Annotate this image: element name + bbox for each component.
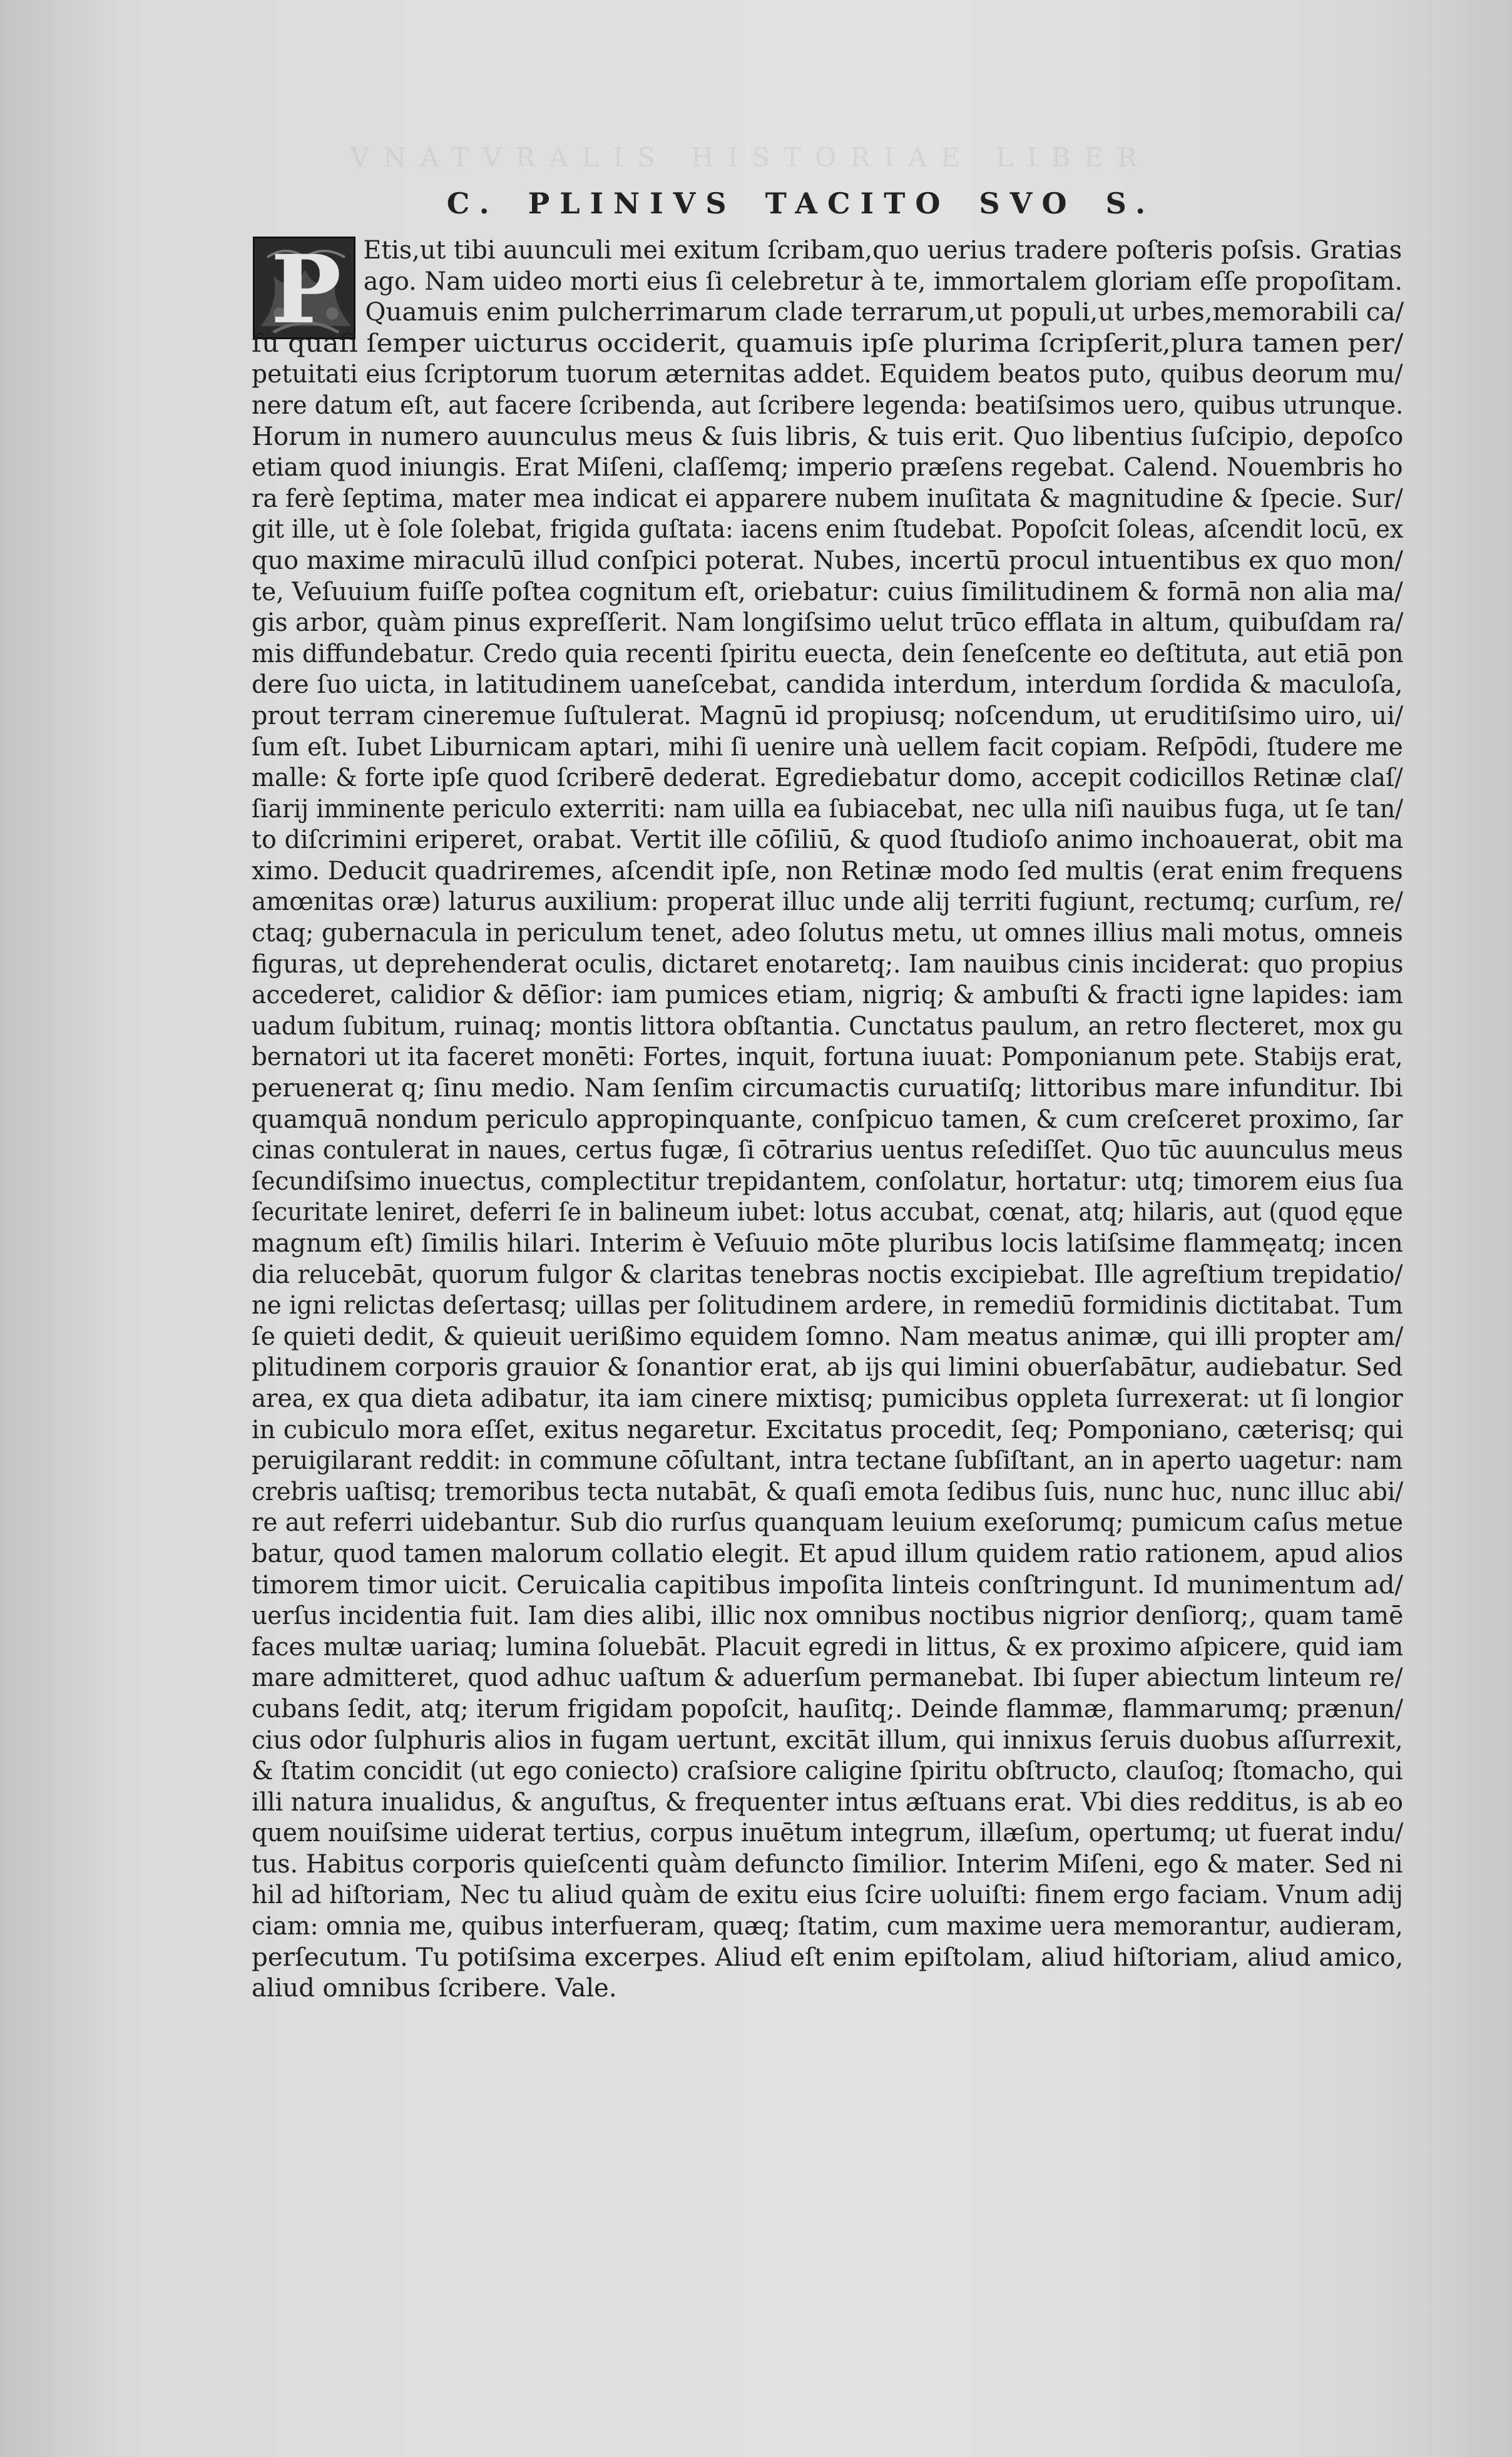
text-line: ne igni relictas deſertasq; uillas per ſolitudinem ardere, in remediū formidinis dictitabat. Tum — [252, 1291, 1403, 1320]
bleed-through-text: VNATVRALIS HISTORIAE LIBER — [350, 142, 1151, 173]
text-line: timorem timor uicit. Ceruicalia capitibus impoſita linteis conſtringunt. Id munimentum ad/ — [252, 1570, 1404, 1600]
text-line: etiam quod iniungis. Erat Miſeni, claſſemq; imperio præſens regebat. Calend. Nouembris ho — [252, 453, 1403, 483]
text-line: ciam: omnia me, quibus interfueram, quæq; ſtatim, cum maxime uera memorantur, audieram, — [252, 1912, 1403, 1941]
text-line: in cubiculo mora eſſet, exitus negaretur. Excitatus procedit, ſeq; Pomponiano, cæterisq; qui — [252, 1415, 1404, 1444]
text-line: amœnitas oræ) laturus auxilium: properat illuc unde alij territi fugiunt, rectumq; curſum, re/ — [252, 887, 1403, 917]
text-line: ſiarij imminente periculo exterriti: nam uilla ea ſubiacebat, nec ulla niſi nauibus fuga, ut ſe tan/ — [252, 794, 1404, 824]
text-line: peruenerat q; ſinu medio. Nam ſenſim circumactis curuatiſq; littoribus mare infunditur. Ibi — [252, 1074, 1403, 1103]
text-line: Etis,ut tibi auunculi mei exitum ſcribam,quo uerius tradere poſteris poſsis. Gratias — [363, 236, 1402, 265]
text-line: perſecutum. Tu potiſsima excerpes. Aliud eſt enim epiſtolam, aliud hiſtoriam, aliud amico, — [252, 1943, 1404, 1972]
text-line: ximo. Deducit quadriremes, aſcendit ipſe, non Retinæ modo ſed multis (erat enim frequens — [252, 856, 1403, 886]
text-line: & ſtatim concidit (ut ego coniecto) craſsiore caligine ſpiritu obſtructo, clauſoq; ſtomacho, qui — [252, 1757, 1403, 1786]
text-line: ago. Nam uideo morti eius ſi celebretur à te, immortalem gloriam eſſe propoſitam. — [363, 267, 1403, 296]
text-line: quamquā nondum periculo appropinquante, conſpicuo tamen, & cum creſceret proximo, ſar — [252, 1105, 1403, 1134]
text-line: petuitati eius ſcriptorum tuorum æternitas addet. Equidem beatos puto, quibus deorum mu/ — [252, 360, 1403, 389]
text-line: cius odor ſulphuris alios in fugam uertunt, excitāt illum, qui innixus ſeruis duobus aſſurrexit, — [252, 1725, 1403, 1755]
text-line: malle: & forte ipſe quod ſcriberē dederat. Egrediebatur domo, accepit codicillos Retinæ claſ/ — [252, 764, 1403, 793]
text-line: te, Veſuuium fuiſſe poſtea cognitum eſt, oriebatur: cuius ſimilitudinem & formā non alia ma/ — [252, 577, 1403, 606]
text-line: bernatori ut ita faceret monēti: Fortes, inquit, fortuna iuuat: Pomponianum pete. Stabijs erat, — [252, 1043, 1403, 1072]
text-line: ſecundiſsimo inuectus, complectitur trepidantem, conſolatur, hortatur: utq; timorem eius ſua — [252, 1167, 1404, 1196]
text-line: aliud omnibus ſcribere. Vale. — [252, 1974, 617, 2003]
text-line: Horum in numero auunculus meus & ſuis libris, & tuis erit. Quo libentius ſuſcipio, depoſco — [252, 422, 1404, 451]
text-line: dia relucebāt, quorum fulgor & claritas tenebras noctis excipiebat. Ille agreſtium trepidatio/ — [252, 1260, 1403, 1289]
text-line: prout terram cineremue ſuſtulerat. Magnū id propiusq; noſcendum, ut eruditiſsimo uiro, ui/ — [252, 701, 1404, 730]
text-line: ra ferè ſeptima, mater mea indicat ei apparere nubem inuſitata & magnitudine & ſpecie. Sur/ — [252, 484, 1403, 513]
text-line: magnum eſt) ſimilis hilari. Interim è Veſuuio mōte pluribus locis latiſsime flammęatq; incen — [252, 1229, 1403, 1258]
text-line: dere ſuo uicta, in latitudinem uaneſcebat, candida interdum, interdum ſordida & maculoſa, — [252, 670, 1403, 700]
text-line: plitudinem corporis grauior & ſonantior erat, ab ijs qui limini obuerſabātur, audiebatur. Sed — [252, 1353, 1403, 1382]
letter-body — [252, 235, 1403, 2005]
page-title: C. PLINIVS TACITO SVO S. — [446, 186, 1156, 220]
text-line: Quamuis enim pulcherrimarum clade terrarum,ut populi,ut urbes,memorabili ca/ — [365, 298, 1404, 327]
text-line: batur, quod tamen malorum collatio elegit. Et apud illum quidem ratio rationem, apud alios — [252, 1539, 1404, 1568]
text-line: uerſus incidentia fuit. Iam dies alibi, illic nox omnibus noctibus nigrior denſiorq;, quam tamē — [252, 1601, 1404, 1631]
initial-letter: P — [270, 237, 342, 339]
text-line: tus. Habitus corporis quieſcenti quàm defuncto ſimilior. Interim Miſeni, ego & mater. Sed ni — [252, 1849, 1403, 1879]
text-line: quo maxime miraculū illud conſpici poterat. Nubes, incertū procul intuentibus ex quo mon/ — [252, 546, 1403, 575]
text-line: cubans ſedit, atq; iterum frigidam popoſcit, hauſitq;. Deinde flammæ, flammarumq; prænun/ — [252, 1694, 1404, 1724]
text-line: peruigilarant reddit: in commune cōſultant, intra tectane ſubſiſtant, an in aperto uagetur: nam — [252, 1446, 1403, 1476]
text-line: ſecuritate leniret, deferri ſe in balineum iubet: lotus accubat, cœnat, atq; hilaris, aut (quod ęque — [252, 1198, 1403, 1227]
text-line: quem nouiſsime uiderat tertius, corpus inuētum integrum, illæſum, opertumq; ut fuerat indu/ — [252, 1819, 1404, 1848]
text-line: ſu quaſi ſemper uicturus occiderit, quamuis ipſe plurima ſcripſerit,plura tamen per/ — [252, 329, 1404, 358]
text-line: to diſcrimini eriperet, orabat. Vertit ille cōſiliū, & quod ſtudioſo animo inchoauerat, obit ma — [252, 825, 1404, 855]
text-line: faces multæ uariaq; lumina ſoluebāt. Placuit egredi in littus, & ex proximo aſpicere, quid iam — [252, 1632, 1404, 1662]
text-line: figuras, ut deprehenderat oculis, dictaret enotaretq;. Iam nauibus cinis inciderat: quo propius — [252, 949, 1404, 979]
text-line: ſum eſt. Iubet Liburnicam aptari, mihi ſi uenire unà uellem facit copiam. Reſpōdi, ſtudere me — [252, 732, 1403, 762]
text-line: mare admitteret, quod adhuc uaſtum & aduerſum permanebat. Ibi ſuper abiectum linteum re/ — [252, 1663, 1403, 1693]
text-line: ſe quieti dedit, & quieuit uerißimo equidem ſomno. Nam meatus animæ, qui illi propter am/ — [252, 1322, 1404, 1351]
text-line: accederet, calidior & dēſior: iam pumices etiam, nigriq; & ambuſti & fracti igne lapides: iam — [252, 981, 1404, 1010]
text-line: nere datum eſt, aut facere ſcribenda, aut ſcribere legenda: beatiſsimos uero, quibus utrunque. — [252, 391, 1404, 420]
text-line: mis diffundebatur. Credo quia recenti ſpiritu euecta, dein ſeneſcente eo deſtituta, aut etiā pon — [252, 639, 1404, 668]
text-line: git ille, ut è ſole ſolebat, frigida guſtata: iacens enim ſtudebat. Popoſcit ſoleas, aſcendit locū, ex — [252, 515, 1404, 544]
text-line: crebris uaſtisq; tremoribus tecta nutabāt, & quaſi emota ſedibus ſuis, nunc huc, nunc illuc abi/ — [252, 1477, 1404, 1506]
text-line: cinas contulerat in naues, certus fugæ, ſi cōtrarius uentus reſediſſet. Quo tūc auunculus meus — [252, 1136, 1403, 1165]
text-line: re aut referri uidebantur. Sub dio rurſus quanquam leuium exeſorumq; pumicum caſus metue — [252, 1508, 1404, 1538]
text-line: hil ad hiſtoriam, Nec tu aliud quàm de exitu eius ſcire uoluiſti: finem ergo faciam. Vnum adij — [252, 1881, 1403, 1910]
text-line: ctaq; gubernacula in periculum tenet, adeo ſolutus metu, ut omnes illius mali motus, omneis — [252, 919, 1403, 948]
text-line: gis arbor, quàm pinus expreſſerit. Nam longiſsimo uelut trūco efflata in altum, quibuſdam ra/ — [252, 608, 1404, 638]
text-line: uadum ſubitum, ruinaq; montis littora obſtantia. Cunctatus paulum, an retro flecteret, mox gu — [252, 1011, 1403, 1041]
text-line: illi natura inualidus, & anguſtus, & frequenter intus æſtuans erat. Vbi dies redditus, is ab eo — [252, 1787, 1404, 1817]
text-line: area, ex qua dieta adibatur, ita iam cinere mixtisq; pumicibus oppleta ſurrexerat: ut ſi longior — [252, 1384, 1403, 1413]
